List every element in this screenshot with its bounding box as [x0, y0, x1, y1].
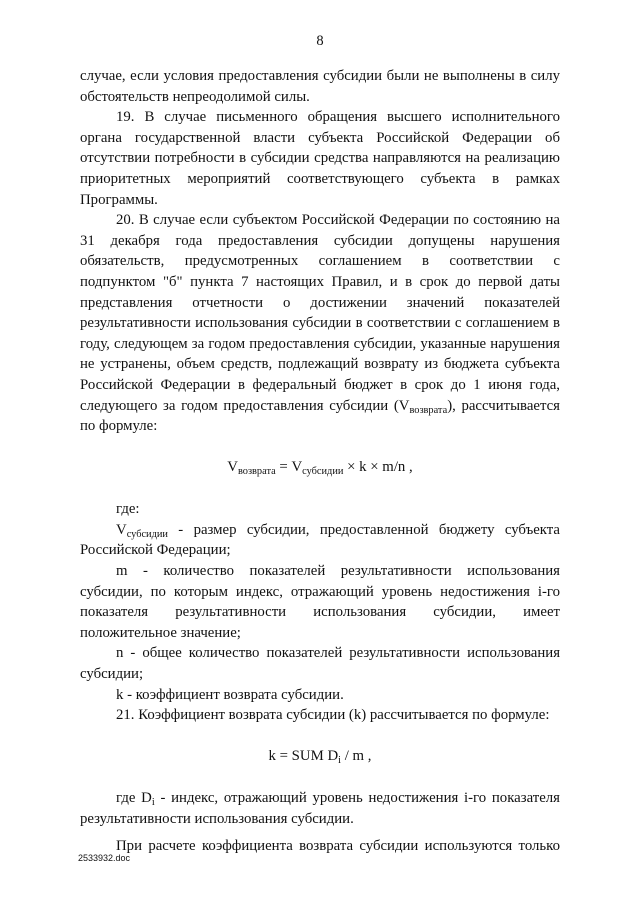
formula-part: = V — [275, 458, 303, 475]
formula-part: k = SUM D — [268, 747, 339, 764]
formula-part: / m , — [341, 747, 372, 764]
formula-part: × k × m/n , — [343, 458, 413, 475]
paragraph-20-line: результативности использования субсидии в соответствии с соглашением в — [80, 315, 560, 332]
formula-subscript: возврата — [237, 465, 276, 477]
document-body — [80, 66, 560, 856]
text-span: V — [116, 521, 127, 538]
definition-line — [80, 520, 560, 541]
text-line: случае, если условия предоставления субсидии были не выполнены в силу — [80, 68, 560, 84]
paragraph-19-line: органа государственной власти субъекта Российской Федерации об — [80, 129, 560, 146]
paragraph-20-line: представления отчетности о достижении значений показателей — [80, 294, 560, 311]
paragraph-20-line: обязательств, предусмотренных соглашением в соответствии с — [80, 253, 560, 270]
definition-line: m - количество показателей результативности использования — [116, 563, 560, 580]
definition-line: положительное значение; — [80, 624, 241, 641]
file-name-footer: 2533932.doc — [78, 853, 131, 863]
formula-part: V — [227, 458, 238, 475]
definition-line — [80, 788, 560, 809]
definition-line: субсидии; — [80, 666, 144, 683]
paragraph-20-line: подпунктом "б" пункта 7 настоящих Правил, и в срок до первой даты — [80, 273, 560, 290]
paragraph-21-line: 21. Коэффициент возврата субсидии (k) рассчитывается по формуле: — [116, 707, 550, 724]
paragraph-20-line: Российской Федерации в федеральный бюджет в срок до 1 июня года, — [80, 376, 560, 393]
paragraph-20-line — [80, 396, 560, 417]
text-span: - индекс, отражающий уровень недостижения i-го показателя — [154, 790, 560, 807]
definition-line: k - коэффициент возврата субсидии. — [116, 686, 344, 703]
definition-line: показателя результативности использования субсидии, имеет — [80, 604, 560, 621]
paragraph-19-line: приоритетных мероприятий соответствующего субъекта в рамках — [80, 170, 560, 187]
page-number: 8 — [316, 33, 324, 49]
text-span: следующего за годом предоставления субсидии (V — [80, 397, 410, 414]
paragraph-19-line: отсутствии потребности в субсидии средства направляются на реализацию — [80, 150, 560, 167]
paragraph-19-line: Программы. — [80, 191, 158, 208]
paragraph-20-line: 31 декабря года предоставления субсидии допущены нарушения — [80, 232, 560, 249]
formula-refund-coefficient — [80, 746, 560, 767]
paragraph-20-line: по формуле: — [80, 418, 158, 435]
text-span: где D — [116, 790, 152, 807]
formula-subscript: субсидии — [302, 465, 344, 477]
definition-line: результативности использования субсидии. — [80, 811, 354, 827]
text-span: ), рассчитывается — [447, 397, 560, 414]
subscript: субсидии — [126, 528, 168, 540]
paragraph-20-line: 20. В случае если субъектом Российской Федерации по состоянию на — [116, 212, 560, 229]
formula-subscript: i — [338, 754, 342, 766]
paragraph-20-line: году, следующем за годом предоставления субсидии, указанные нарушения — [80, 335, 560, 352]
paragraph-19-line: 19. В случае письменного обращения высшего исполнительного — [116, 109, 560, 126]
definition-line: Российской Федерации; — [80, 542, 231, 559]
definition-line: n - общее количество показателей результативности использования — [116, 645, 560, 662]
subscript: i — [151, 797, 155, 809]
subscript: возврата — [409, 404, 448, 416]
text-line: обстоятельств непреодолимой силы. — [80, 88, 310, 105]
definition-line: субсидии, по которым индекс, отражающий уровень недостижения i-го — [80, 583, 560, 600]
text-line: При расчете коэффициента возврата субсидии используются только — [116, 837, 560, 854]
formula-refund-volume — [80, 457, 560, 478]
paragraph-20-line: не устранены, объем средств, подлежащий возврату из бюджета субъекта — [80, 356, 560, 373]
text-span: - размер субсидии, предоставленной бюджету субъекта — [167, 521, 560, 538]
where-label: где: — [116, 501, 140, 518]
